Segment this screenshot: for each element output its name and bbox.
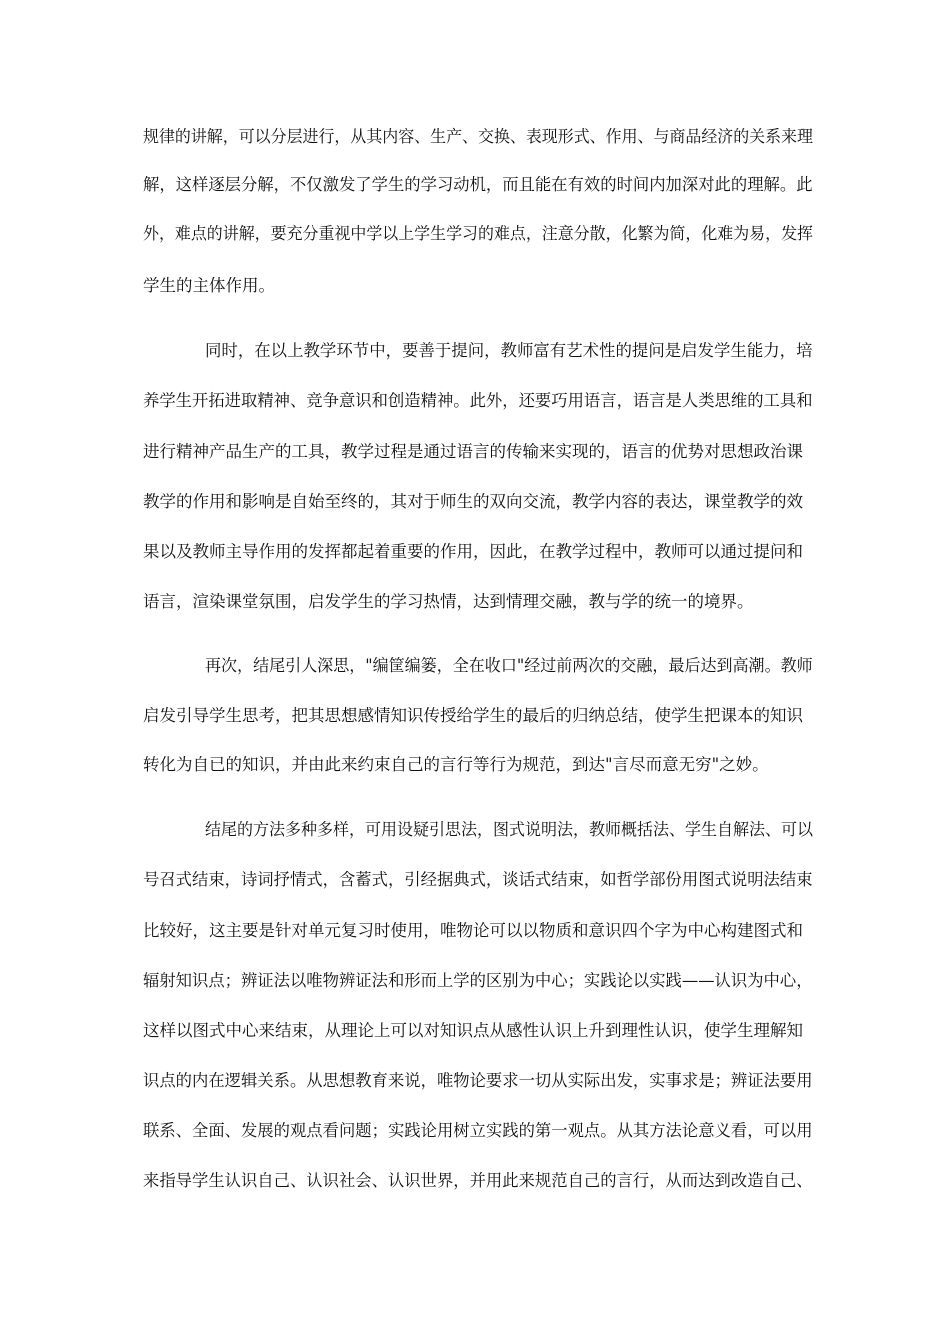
text-line: 解，这样逐层分解，不仅激发了学生的学习动机，而且能在有效的时间内加深对此的理解。此 <box>143 175 813 194</box>
text-line: 学生的主体作用。 <box>143 276 275 295</box>
text-line: 进行精神产品生产的工具，教学过程是通过语言的传输来实现的，语言的优势对思想政治课 <box>143 442 803 461</box>
text-line: 同时，在以上教学环节中，要善于提问，教师富有艺术性的提问是启发学生能力，培 <box>205 341 813 360</box>
text-line: 规律的讲解，可以分层进行，从其内容、生产、交换、表现形式、作用、与商品经济的关系来理 <box>143 127 813 146</box>
text-line: 启发引导学生思考，把其思想感情知识传授给学生的最后的归纳总结，使学生把课本的知识 <box>143 706 803 725</box>
text-line: 转化为自已的知识，并由此来约束自己的言行等行为规范，到达"言尽而意无穷"之妙。 <box>143 755 769 774</box>
text-line: 辐射知识点；辨证法以唯物辨证法和形而上学的区别为中心；实践论以实践——认识为中心， <box>143 971 813 990</box>
text-line: 外，难点的讲解，要充分重视中学以上学生学习的难点，注意分散，化繁为简，化难为易，发挥 <box>143 224 813 243</box>
text-line: 号召式结束，诗词抒情式，含蓄式，引经据典式，谈话式结束，如哲学部份用图式说明法结束 <box>143 870 813 889</box>
text-line: 果以及教师主导作用的发挥都起着重要的作用，因此，在教学过程中，教师可以通过提问和 <box>143 542 803 561</box>
text-line: 联系、全面、发展的观点看问题；实践论用树立实践的第一观点。从其方法论意义看，可以用 <box>143 1121 813 1140</box>
text-line: 这样以图式中心来结束，从理论上可以对知识点从感性认识上升到理性认识，使学生理解知 <box>143 1021 803 1040</box>
text-line: 语言，渲染课堂氛围，启发学生的学习热情，达到情理交融，教与学的统一的境界。 <box>143 592 754 611</box>
text-line: 来指导学生认识自己、认识社会、认识世界，并用此来规范自己的言行，从而达到改造自己、 <box>143 1171 813 1190</box>
text-line: 再次，结尾引人深思，"编筐编篓，全在收口"经过前两次的交融，最后达到高潮。教师 <box>205 656 813 675</box>
text-line: 养学生开拓进取精神、竞争意识和创造精神。此外，还要巧用语言，语言是人类思维的工具和 <box>143 391 813 410</box>
text-line: 比较好，这主要是针对单元复习时使用，唯物论可以以物质和意识四个字为中心构建图式和 <box>143 921 803 940</box>
text-line: 结尾的方法多种多样，可用设疑引思法，图式说明法，教师概括法、学生自解法、可以 <box>205 820 814 839</box>
text-line: 识点的内在逻辑关系。从思想教育来说，唯物论要求一切从实际出发，实事求是；辨证法要用 <box>143 1071 813 1090</box>
text-line: 教学的作用和影响是自始至终的，其对于师生的双向交流，教学内容的表达，课堂教学的效 <box>143 492 803 511</box>
